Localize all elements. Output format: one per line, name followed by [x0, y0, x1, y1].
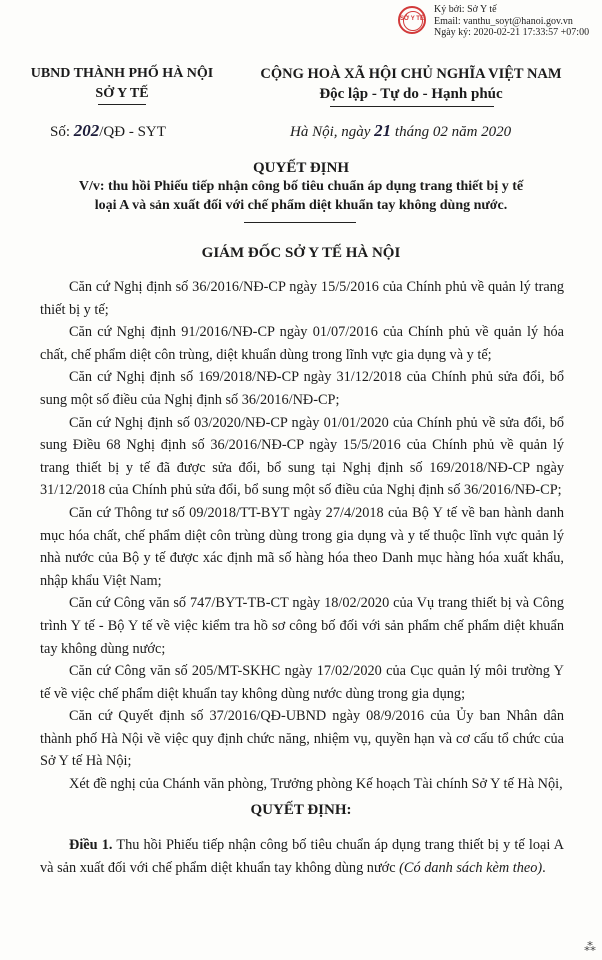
article-1-label: Điều 1. [69, 837, 113, 853]
article-1-note: (Có danh sách kèm theo) [399, 859, 543, 876]
paragraph: Căn cứ Nghị định 91/2016/NĐ-CP ngày 01/07/2016 của Chính phủ về quản lý hóa chất, chế phẩm diệt côn trùng, diệt khuẩn dùng trong lĩnh vực gia dụng và y tế; [40, 324, 564, 363]
article-1-end: . [542, 859, 546, 876]
nation-line2: Độc lập - Tự do - Hạnh phúc [319, 86, 503, 102]
document-number [50, 121, 166, 141]
number-prefix: Số: [50, 124, 71, 140]
subject-underline [244, 222, 356, 223]
article-1-text: Thu hồi Phiếu tiếp nhận công bố tiêu chuẩn áp dụng trang thiết bị y tế loại A và sản xuất đối với chế phẩm diệt khuẩn tay không dùng nước [40, 837, 564, 876]
signed-by: Ký bởi: Sở Y tế [434, 4, 497, 15]
paragraph: Căn cứ Quyết định số 37/2016/QĐ-UBND ngày 08/9/2016 của Ủy ban Nhân dân thành phố Hà Nội về việc quy định chức năng, nhiệm vụ, quyền hạn và cơ cấu tổ chức của Sở Y tế Hà Nội; [40, 708, 564, 770]
agency-underline [98, 104, 146, 105]
number-handwritten: 202 [73, 121, 100, 140]
authority-heading: GIÁM ĐỐC SỞ Y TẾ HÀ NỘI [201, 245, 401, 261]
signature-date: Ngày ký: 2020-02-21 17:33:57 +07:00 [434, 27, 590, 38]
agency-line1: UBND THÀNH PHỐ HÀ NỘI [30, 66, 214, 81]
subject-line1: V/v: thu hồi Phiếu tiếp nhận công bố tiêu chuẩn áp dụng trang thiết bị y tế [78, 179, 524, 194]
paragraph: Căn cứ Công văn số 747/BYT-TB-CT ngày 18/02/2020 của Vụ trang thiết bị và Công trình Y tế - Bộ Y tế về việc kiểm tra hồ sơ công bố đối với sản phẩm chế phẩm diệt khuẩn tay không dùng nước; [40, 595, 564, 657]
stamp-text: SỞ Y TẾ [400, 16, 424, 22]
nation-line1: CỘNG HOÀ XÃ HỘI CHỦ NGHĨA VIỆT NAM [260, 66, 562, 82]
decision-subheading: QUYẾT ĐỊNH: [250, 802, 352, 818]
subject-line2: loại A và sản xuất đối với chế phẩm diệt khuẩn tay không dùng nước. [94, 198, 508, 213]
paragraph: Căn cứ Công văn số 205/MT-SKHC ngày 17/02/2020 của Cục quản lý môi trường Y tế về việc chế phẩm diệt khuẩn tay không dùng nước dùng trong gia dụng; [40, 663, 564, 702]
corner-mark: ⁂ [584, 940, 596, 954]
document-date [290, 121, 511, 141]
number-suffix: /QĐ - SYT [99, 124, 166, 140]
date-prefix: Hà Nội, ngày [290, 124, 371, 140]
decision-title: QUYẾT ĐỊNH [253, 160, 349, 176]
paragraph: Căn cứ Nghị định số 169/2018/NĐ-CP ngày 31/12/2018 của Chính phủ sửa đổi, bổ sung một số điều của Nghị định số 36/2016/NĐ-CP; [40, 369, 564, 408]
paragraph: Căn cứ Nghị định số 03/2020/NĐ-CP ngày 01/01/2020 của Chính phủ về sửa đổi, bổ sung Điều 68 Nghị định số 36/2016/NĐ-CP ngày 15/5/2016 của Chính phủ về quản lý trang thiết bị y tế đã được sửa đổi, bổ sung tại Nghị định số 169/2018/NĐ-CP ngày 31/12/2018 của Chính phủ sửa đổi, bổ sung một số điều của Nghị định số 36/2016/NĐ-CP; [40, 414, 564, 499]
signature-stamp-icon [398, 6, 426, 34]
paragraph: Căn cứ Nghị định số 36/2016/NĐ-CP ngày 15/5/2016 của Chính phủ về quản lý trang thiết bị y tế; [40, 279, 564, 318]
date-suffix: tháng 02 năm 2020 [394, 124, 512, 140]
agency-line2: SỞ Y TẾ [95, 86, 149, 101]
paragraph: Căn cứ Thông tư số 09/2018/TT-BYT ngày 27/4/2018 của Bộ Y tế về ban hành danh mục hóa chất, chế phẩm diệt côn trùng dùng trong gia dụng và y tế thuộc lĩnh vực quản lý nhà nước của Bộ y tế được xác định mã số hàng hóa theo Danh mục hàng hóa xuất khẩu, nhập khẩu Việt Nam; [40, 504, 564, 589]
digital-signature-info [434, 4, 589, 39]
article-1 [40, 834, 564, 879]
paragraph: Xét đề nghị của Chánh văn phòng, Trưởng phòng Kế hoạch Tài chính Sở Y tế Hà Nội, [69, 776, 563, 793]
body-paragraphs [40, 276, 564, 796]
nation-underline [330, 106, 494, 107]
date-day: 21 [374, 121, 392, 140]
signature-email: Email: vanthu_soyt@hanoi.gov.vn [434, 15, 573, 27]
